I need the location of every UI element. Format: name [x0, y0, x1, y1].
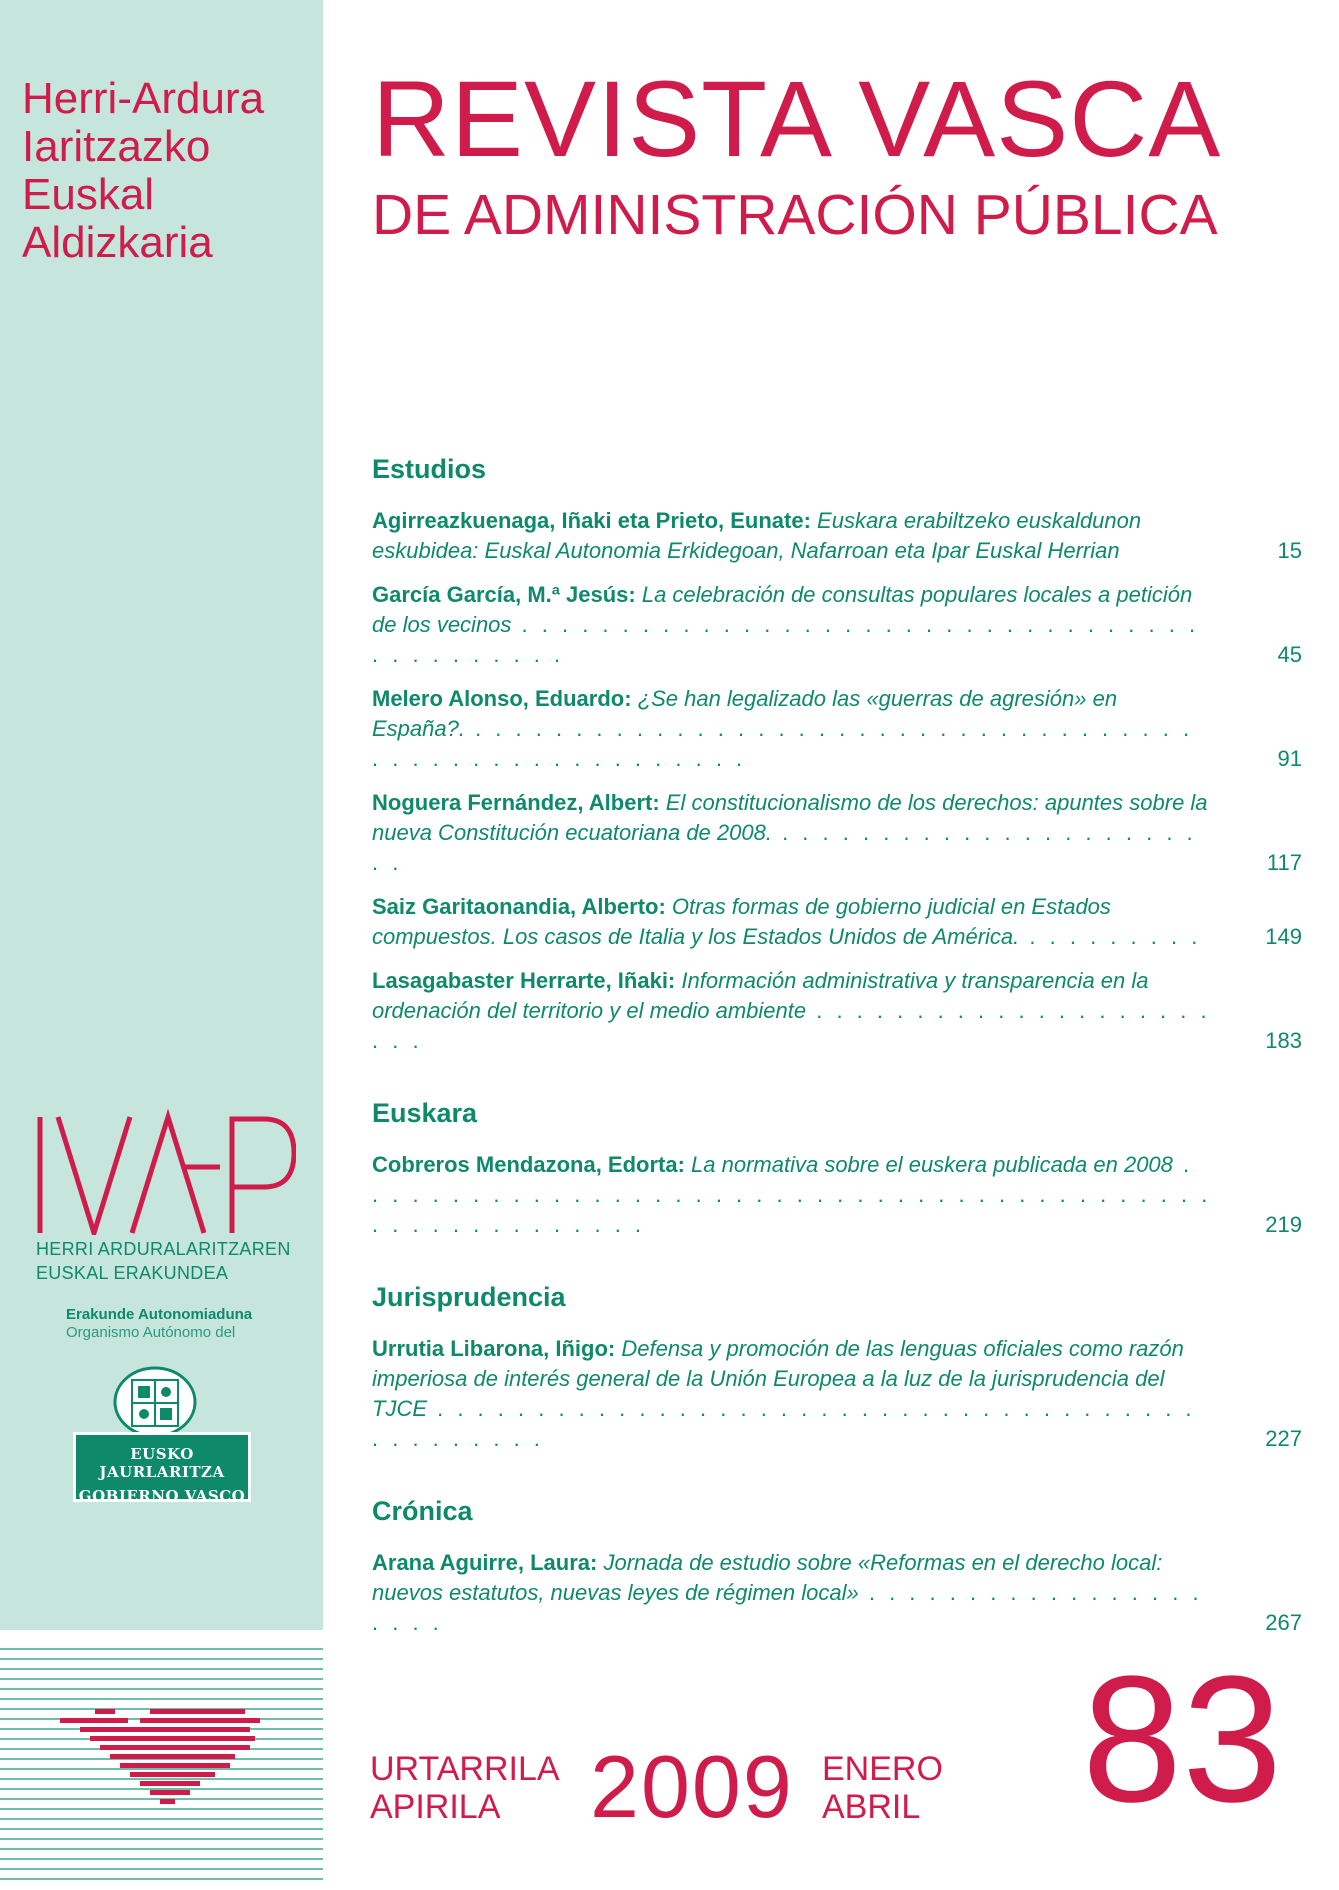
section-heading: Estudios: [372, 454, 487, 484]
ivap-name-line: EUSKAL ERAKUNDEA: [36, 1263, 229, 1283]
gobierno-line: GOBIERNO VASCO: [78, 1487, 246, 1505]
entry-page: 15: [1277, 538, 1302, 563]
toc-section-jurisprudencia: [372, 1280, 1302, 1454]
entry-author: Noguera Fernández, Albert:: [372, 790, 660, 815]
section-heading: Crónica: [372, 1496, 473, 1526]
entry-title: Jornada de estudio sobre «Reformas en el derecho local: nuevos estatutos, nuevas leyes de régimen local»: [372, 1550, 1163, 1605]
months-spanish: [822, 1750, 943, 1826]
entry-page: 117: [1266, 850, 1302, 875]
entry-page: 45: [1277, 642, 1302, 667]
leader-dots: . . . . . . . . . . . . . . . . . . . . .: [372, 1580, 1203, 1635]
month-label: URTARRILA: [370, 1750, 560, 1788]
entry-page: 267: [1265, 1610, 1302, 1635]
map-stripe: [130, 1772, 215, 1777]
entry-title: Euskara erabiltzeko euskaldunon eskubidea: Euskal Autonomia Erkidegoan, Nafarroan eta Ipar Euskal Herrian: [372, 508, 1142, 563]
toc-entry[interactable]: [372, 892, 1302, 952]
table-of-contents: [372, 452, 1302, 1678]
entry-author: Urrutia Libarona, Iñigo:: [372, 1336, 616, 1361]
entry-author: Agirreazkuenaga, Iñaki eta Prieto, Eunate:: [372, 508, 811, 533]
issue-year: 2009: [590, 1737, 794, 1836]
map-stripe: [140, 1781, 200, 1786]
entry-page: 183: [1265, 1028, 1302, 1053]
entry-page: 91: [1277, 746, 1302, 771]
journal-subtitle: DE ADMINISTRACIÓN PÚBLICA: [372, 183, 1218, 247]
section-heading: Jurisprudencia: [372, 1282, 566, 1312]
leader-dots: . . . . . . . . . . . . . . . . . . . . . . . . . . . . . . . . . . . . . . . . . . . .: [372, 612, 1200, 667]
entry-author: Cobreros Mendazona, Edorta:: [372, 1152, 685, 1177]
entry-title: Defensa y promoción de las lenguas oficiales como razón imperiosa de interés general de la Unión Europea a la luz de la jurisprudencia del TJCE: [372, 1336, 1184, 1421]
toc-entry[interactable]: [372, 1548, 1302, 1638]
toc-entry[interactable]: [372, 684, 1302, 774]
leader-dots: . . . . . . . . . . . . . . . . . . . . . . .: [372, 998, 1211, 1053]
map-stripe: [80, 1727, 250, 1732]
ivap-logo: [36, 1105, 296, 1235]
stripe-lines: [0, 1649, 323, 1879]
entry-author: Melero Alonso, Eduardo:: [372, 686, 632, 711]
month-label: ABRIL: [822, 1788, 921, 1826]
entry-author: Lasagabaster Herrarte, Iñaki:: [372, 968, 676, 993]
entry-author: Arana Aguirre, Laura:: [372, 1550, 598, 1575]
toc-entry[interactable]: [372, 1150, 1302, 1240]
org-label: Organismo Autónomo del: [66, 1324, 236, 1341]
entry-title: La celebración de consultas populares locales a petición de los vecinos: [372, 582, 1193, 637]
striped-map-graphic: [0, 1645, 323, 1890]
basque-title-line: Euskal: [22, 170, 155, 219]
toc-entry[interactable]: [372, 966, 1302, 1056]
entry-page: 219: [1265, 1212, 1302, 1237]
toc-entry[interactable]: [372, 788, 1302, 878]
entry-title: Otras formas de gobierno judicial en Estados compuestos. Los casos de Italia y los Estados Unidos de América.: [372, 894, 1111, 949]
basque-title-line: Iaritzazko: [22, 122, 211, 171]
entry-author: García García, M.ª Jesús:: [372, 582, 636, 607]
map-stripe: [110, 1754, 235, 1759]
entry-title: ¿Se han legalizado las «guerras de agresión» en España?.: [372, 686, 1118, 741]
leader-dots: . . . . . . . . . . . . . . . . . . . . . . .: [372, 820, 1197, 875]
month-label: APIRILA: [370, 1788, 501, 1826]
toc-entry[interactable]: [372, 580, 1302, 670]
entry-author: Saiz Garitaonandia, Alberto:: [372, 894, 666, 919]
map-stripe: [95, 1709, 115, 1714]
issue-number: 83: [1082, 1639, 1283, 1840]
entry-title: El constitucionalismo de los derechos: apuntes sobre la nueva Constitución ecuatoriana de 2008.: [372, 790, 1208, 845]
map-stripe: [140, 1718, 260, 1723]
basque-title: [22, 75, 264, 267]
journal-title: REVISTA VASCA: [372, 58, 1222, 179]
basque-title-line: Aldizkaria: [22, 218, 213, 267]
gobierno-vasco-logo: [73, 1432, 251, 1505]
leader-dots: . . . . . . . . . . . . . . . . . . . . . . . . . . . . . . . . . . . . . . . . . . . . . . . . . . . . . . .: [372, 716, 1194, 771]
entry-title: Información administrativa y transparencia en la ordenación del territorio y el medio ambiente: [372, 968, 1149, 1023]
entry-page: 227: [1265, 1426, 1302, 1451]
map-stripe: [100, 1745, 250, 1750]
month-label: ENERO: [822, 1750, 943, 1788]
toc-section-estudios: [372, 452, 1302, 1056]
entry-page: 149: [1265, 924, 1302, 949]
map-stripe: [150, 1790, 190, 1795]
ivap-name-line: HERRI ARDURALARITZAREN: [36, 1239, 291, 1259]
entry-title: La normativa sobre el euskera publicada en 2008: [684, 1152, 1173, 1177]
map-stripe: [160, 1799, 175, 1804]
toc-section-cronica: [372, 1494, 1302, 1638]
map-stripe: [90, 1736, 255, 1741]
map-stripe: [150, 1709, 245, 1714]
gobierno-line: EUSKO JAURLARITZA: [99, 1445, 225, 1481]
months-basque: [370, 1750, 560, 1826]
toc-section-euskara: [372, 1096, 1302, 1240]
map-stripe: [120, 1763, 230, 1768]
leader-dots: . . . . . . . . .: [1019, 924, 1202, 949]
org-label: Erakunde Autonomiaduna: [66, 1306, 253, 1323]
leader-dots: . . . . . . . . . . . . . . . . . . . . . . . . . . . . . . . . . . . . . . . . . . . . . . .: [372, 1396, 1196, 1451]
basque-title-line: Herri-Ardura: [22, 74, 265, 123]
toc-entry[interactable]: [372, 1334, 1302, 1454]
map-stripe: [60, 1718, 128, 1723]
section-heading: Euskara: [372, 1098, 478, 1128]
toc-entry[interactable]: [372, 506, 1302, 566]
leader-dots: . . . . . . . . . . . . . . . . . . . . . . . . . . . . . . . . . . . . . . . . . . . . . . . . . . . . . . . . .: [372, 1152, 1212, 1237]
